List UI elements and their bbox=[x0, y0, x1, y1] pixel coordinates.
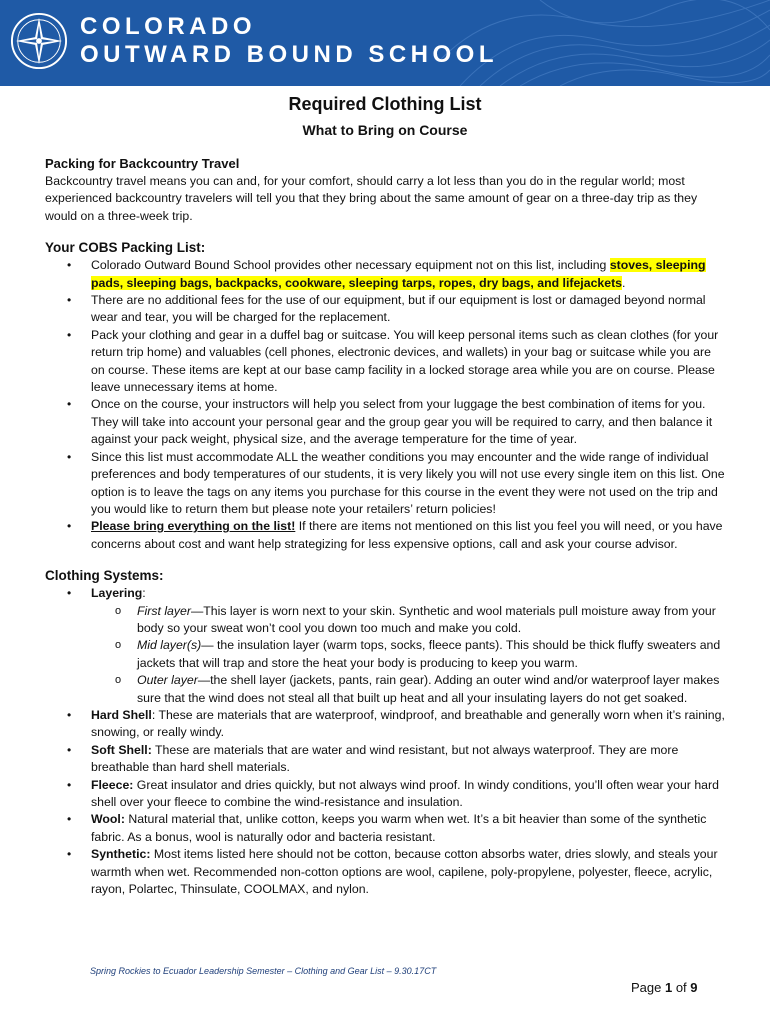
org-name-line2: OUTWARD BOUND SCHOOL bbox=[80, 41, 498, 68]
item-text: Once on the course, your instructors will help you select from your luggage the best combination of items for you. They will take into account your personal gear and the group gear you will be required to carry, and then balance it against your pack weight, physical size, and the average temperature for the time of year. bbox=[91, 397, 713, 447]
packing-paragraph: Backcountry travel means you can and, for your comfort, should carry a lot less than you do in the regular world; most experienced backcountry travelers will tell you that they bring about the same amount of gear on a three-day trip as they would on a three-week trip. bbox=[45, 174, 698, 223]
document-title: Required Clothing List bbox=[288, 94, 482, 114]
compass-rose-icon bbox=[10, 12, 68, 70]
list-item bbox=[45, 846, 725, 898]
clothing-heading: Clothing Systems: bbox=[45, 568, 164, 584]
item-text: —the shell layer (jackets, pants, rain gear). Adding an outer wind and/or waterproof layer makes sure that the wind does not steal all that built up heat and all your insulating layers do not get soaked. bbox=[137, 673, 720, 705]
item-text: : bbox=[142, 586, 146, 601]
layering-label: Layering bbox=[91, 586, 143, 601]
header-banner bbox=[0, 0, 770, 86]
bring-everything-link: Please bring everything on the list! bbox=[91, 519, 296, 534]
item-text: : These are materials that are waterproof, windproof, and breathable and generally worn when it’s raining, snowing, or really windy. bbox=[91, 707, 725, 740]
synthetic-label: Synthetic: bbox=[91, 847, 151, 862]
item-text: There are no additional fees for the use of our equipment, but if our equipment is lost or damaged beyond normal wear and tear, you will be charged for the replacement. bbox=[91, 293, 706, 325]
sub-list-item bbox=[91, 603, 725, 638]
hard-shell-label: Hard Shell bbox=[91, 707, 152, 722]
list-item bbox=[45, 707, 725, 742]
item-text: Most items listed here should not be cotton, because cotton absorbs water, dries slowly, and steals your warmth when wet. Recommended non-cotton options are wool, capilene, poly-propylene, polyester, fleece, acrylic, rayon, Polartec, Thinsulate, COOLMAX, and nylon. bbox=[91, 847, 718, 897]
clothing-list bbox=[45, 585, 725, 898]
item-text: Colorado Outward Bound School provides other necessary equipment not on this list, including bbox=[91, 258, 610, 273]
highlighted-equipment: stoves, sleeping pads, sleeping bags, backpacks, cookware, sleeping tarps, ropes, dry bags, and lifejackets bbox=[91, 258, 706, 290]
page-of: of bbox=[672, 980, 691, 995]
list-item bbox=[45, 518, 725, 553]
document-subtitle: What to Bring on Course bbox=[302, 122, 468, 138]
first-layer-label: First layer bbox=[137, 603, 191, 618]
cobs-list bbox=[45, 257, 725, 553]
page-prefix: Page bbox=[631, 980, 665, 995]
item-text: Pack your clothing and gear in a duffel bag or suitcase. You will keep personal items such as clean clothes (for your return trip home) and valuables (cell phones, electronic devices, and wallets) in your bag or suitcase while you are on course. These items are kept at our base camp facility in a locked storage area while you are on course. Please leave unnecessary items at home. bbox=[91, 327, 719, 395]
list-item bbox=[45, 811, 725, 846]
list-item bbox=[45, 585, 725, 707]
list-item bbox=[45, 777, 725, 812]
item-text: Great insulator and dries quickly, but not always wind proof. In windy conditions, you’ll often wear your hard shell over your fleece to combine the wind-resistance and insulation. bbox=[91, 777, 719, 809]
list-item bbox=[45, 327, 725, 397]
list-item bbox=[45, 257, 725, 292]
packing-heading: Packing for Backcountry Travel bbox=[45, 156, 240, 171]
soft-shell-label: Soft Shell: bbox=[91, 742, 152, 757]
outer-layer-label: Outer layer bbox=[137, 673, 198, 688]
list-item bbox=[45, 449, 725, 519]
sub-list-item bbox=[91, 637, 725, 672]
layering-sublist bbox=[91, 603, 725, 707]
item-text: Since this list must accommodate ALL the weather conditions you may encounter and the wide range of individual preferences and body temperatures of our students, it is very likely you will not use every single item on this list. One option is to leave the tags on any items you purchase for this course in the event they were not used on the trip and you would like to return them but please note your retailers’ return policies! bbox=[91, 449, 725, 516]
page-number bbox=[631, 980, 698, 995]
footer-note: Spring Rockies to Ecuador Leadership Semester – Clothing and Gear List – 9.30.17CT bbox=[90, 966, 437, 976]
mid-layer-label: Mid layer(s) bbox=[137, 638, 202, 653]
page-current: 1 bbox=[664, 980, 673, 995]
page-total: 9 bbox=[690, 980, 698, 995]
wool-label: Wool: bbox=[91, 812, 125, 827]
item-text: These are materials that are water and wind resistant, but not always waterproof. They are more breathable than hard shell materials. bbox=[91, 742, 679, 775]
item-text: If there are items not mentioned on this list you feel you will need, or you have concerns about cost and want help strategizing for less expensive options, call and ask your course advisor. bbox=[91, 519, 723, 551]
list-item bbox=[45, 742, 725, 777]
item-text: —This layer is worn next to your skin. Synthetic and wool materials pull moisture away from your body so your sweat won’t cool you down too much and make you cold. bbox=[137, 603, 716, 635]
item-text: . bbox=[622, 275, 626, 290]
document-body bbox=[45, 88, 725, 898]
item-text: — the insulation layer (warm tops, socks, fleece pants). This should be thick fluffy sweaters and jackets that will trap and store the heat your body is producing to keep you warm. bbox=[137, 638, 721, 670]
list-item bbox=[45, 292, 725, 327]
fleece-label: Fleece: bbox=[91, 777, 134, 792]
item-text: Natural material that, unlike cotton, keeps you warm when wet. It’s a bit heavier than some of the synthetic fabric. As a bonus, wool is naturally odor and bacteria resistant. bbox=[91, 812, 707, 844]
org-name-line1: COLORADO bbox=[80, 13, 256, 40]
list-item bbox=[45, 396, 725, 448]
cobs-heading: Your COBS Packing List: bbox=[45, 240, 206, 256]
sub-list-item bbox=[91, 672, 725, 707]
